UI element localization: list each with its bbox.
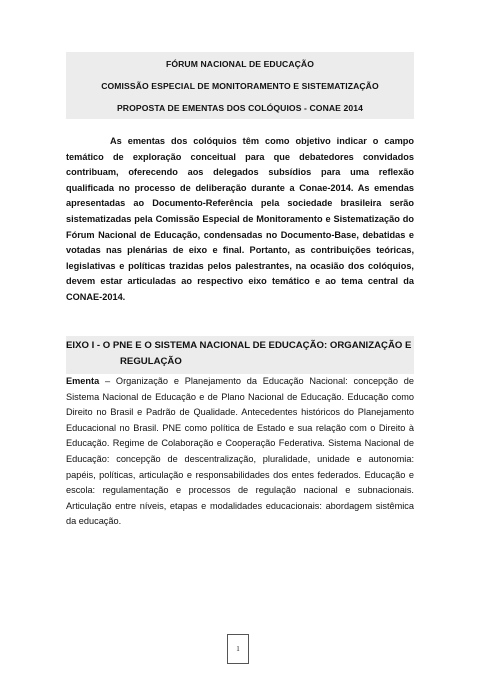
page-number-box xyxy=(227,634,249,664)
page-number: 1 xyxy=(236,645,240,653)
header-forum-title: FÓRUM NACIONAL DE EDUCAÇÃO xyxy=(165,59,315,69)
header-commission-title: COMISSÃO ESPECIAL DE MONITORAMENTO E SISTEMATIZAÇÃO xyxy=(101,81,379,91)
header-proposal-title: PROPOSTA DE EMENTAS DOS COLÓQUIOS - CONAE 2014 xyxy=(116,103,364,113)
ementa-text: – Organização e Planejamento da Educação Nacional: concepção de Sistema Nacional de Educação e de Plano Nacional de Educação. Educação como Direito no Brasil e Padrão de Qualidade. Antecedentes históricos do Planejamento Educacional no Brasil. PNE como política de Estado e sua relação com o Direito à Educação. Regime de Colaboração e Cooperação Federativa. Sistema Nacional de Educação: concepção de descentralização, pluralidade, unidade e autonomia: papéis, políticas, articulação e responsabilidades dos entes federados. Educação e escola: regulamentação e processos de regulação nacional e subnacionais. Articulação entre níveis, etapas e modalidades educacionais: abordagem sistêmica da educação. xyxy=(66,376,414,527)
ementa-paragraph xyxy=(66,374,414,530)
ementa-label: Ementa xyxy=(66,376,100,386)
intro-paragraph: As ementas dos colóquios têm como objetivo indicar o campo temático de exploração conceitual para que debatedores convidados contribuam, oferecendo aos delegados subsídios para uma reflexão qualificada no processo de deliberação durante a Conae-2014. As emendas apresentadas ao Documento-Referência pela sociedade brasileira serão sistematizadas pela Comissão Especial de Monitoramento e Sistematização do Fórum Nacional de Educação, condensadas no Documento-Base, debatidas e votadas nas plenárias de eixo e final. Portanto, as contribuições teóricas, legislativas e políticas trazidas pelos palestrantes, na ocasião dos colóquios, devem estar articuladas ao respectivo eixo temático e ao tema central da CONAE-2014. xyxy=(66,136,414,302)
eixo-heading: EIXO I - O PNE E O SISTEMA NACIONAL DE EDUCAÇÃO: ORGANIZAÇÃO E REGULAÇÃO xyxy=(66,340,412,367)
